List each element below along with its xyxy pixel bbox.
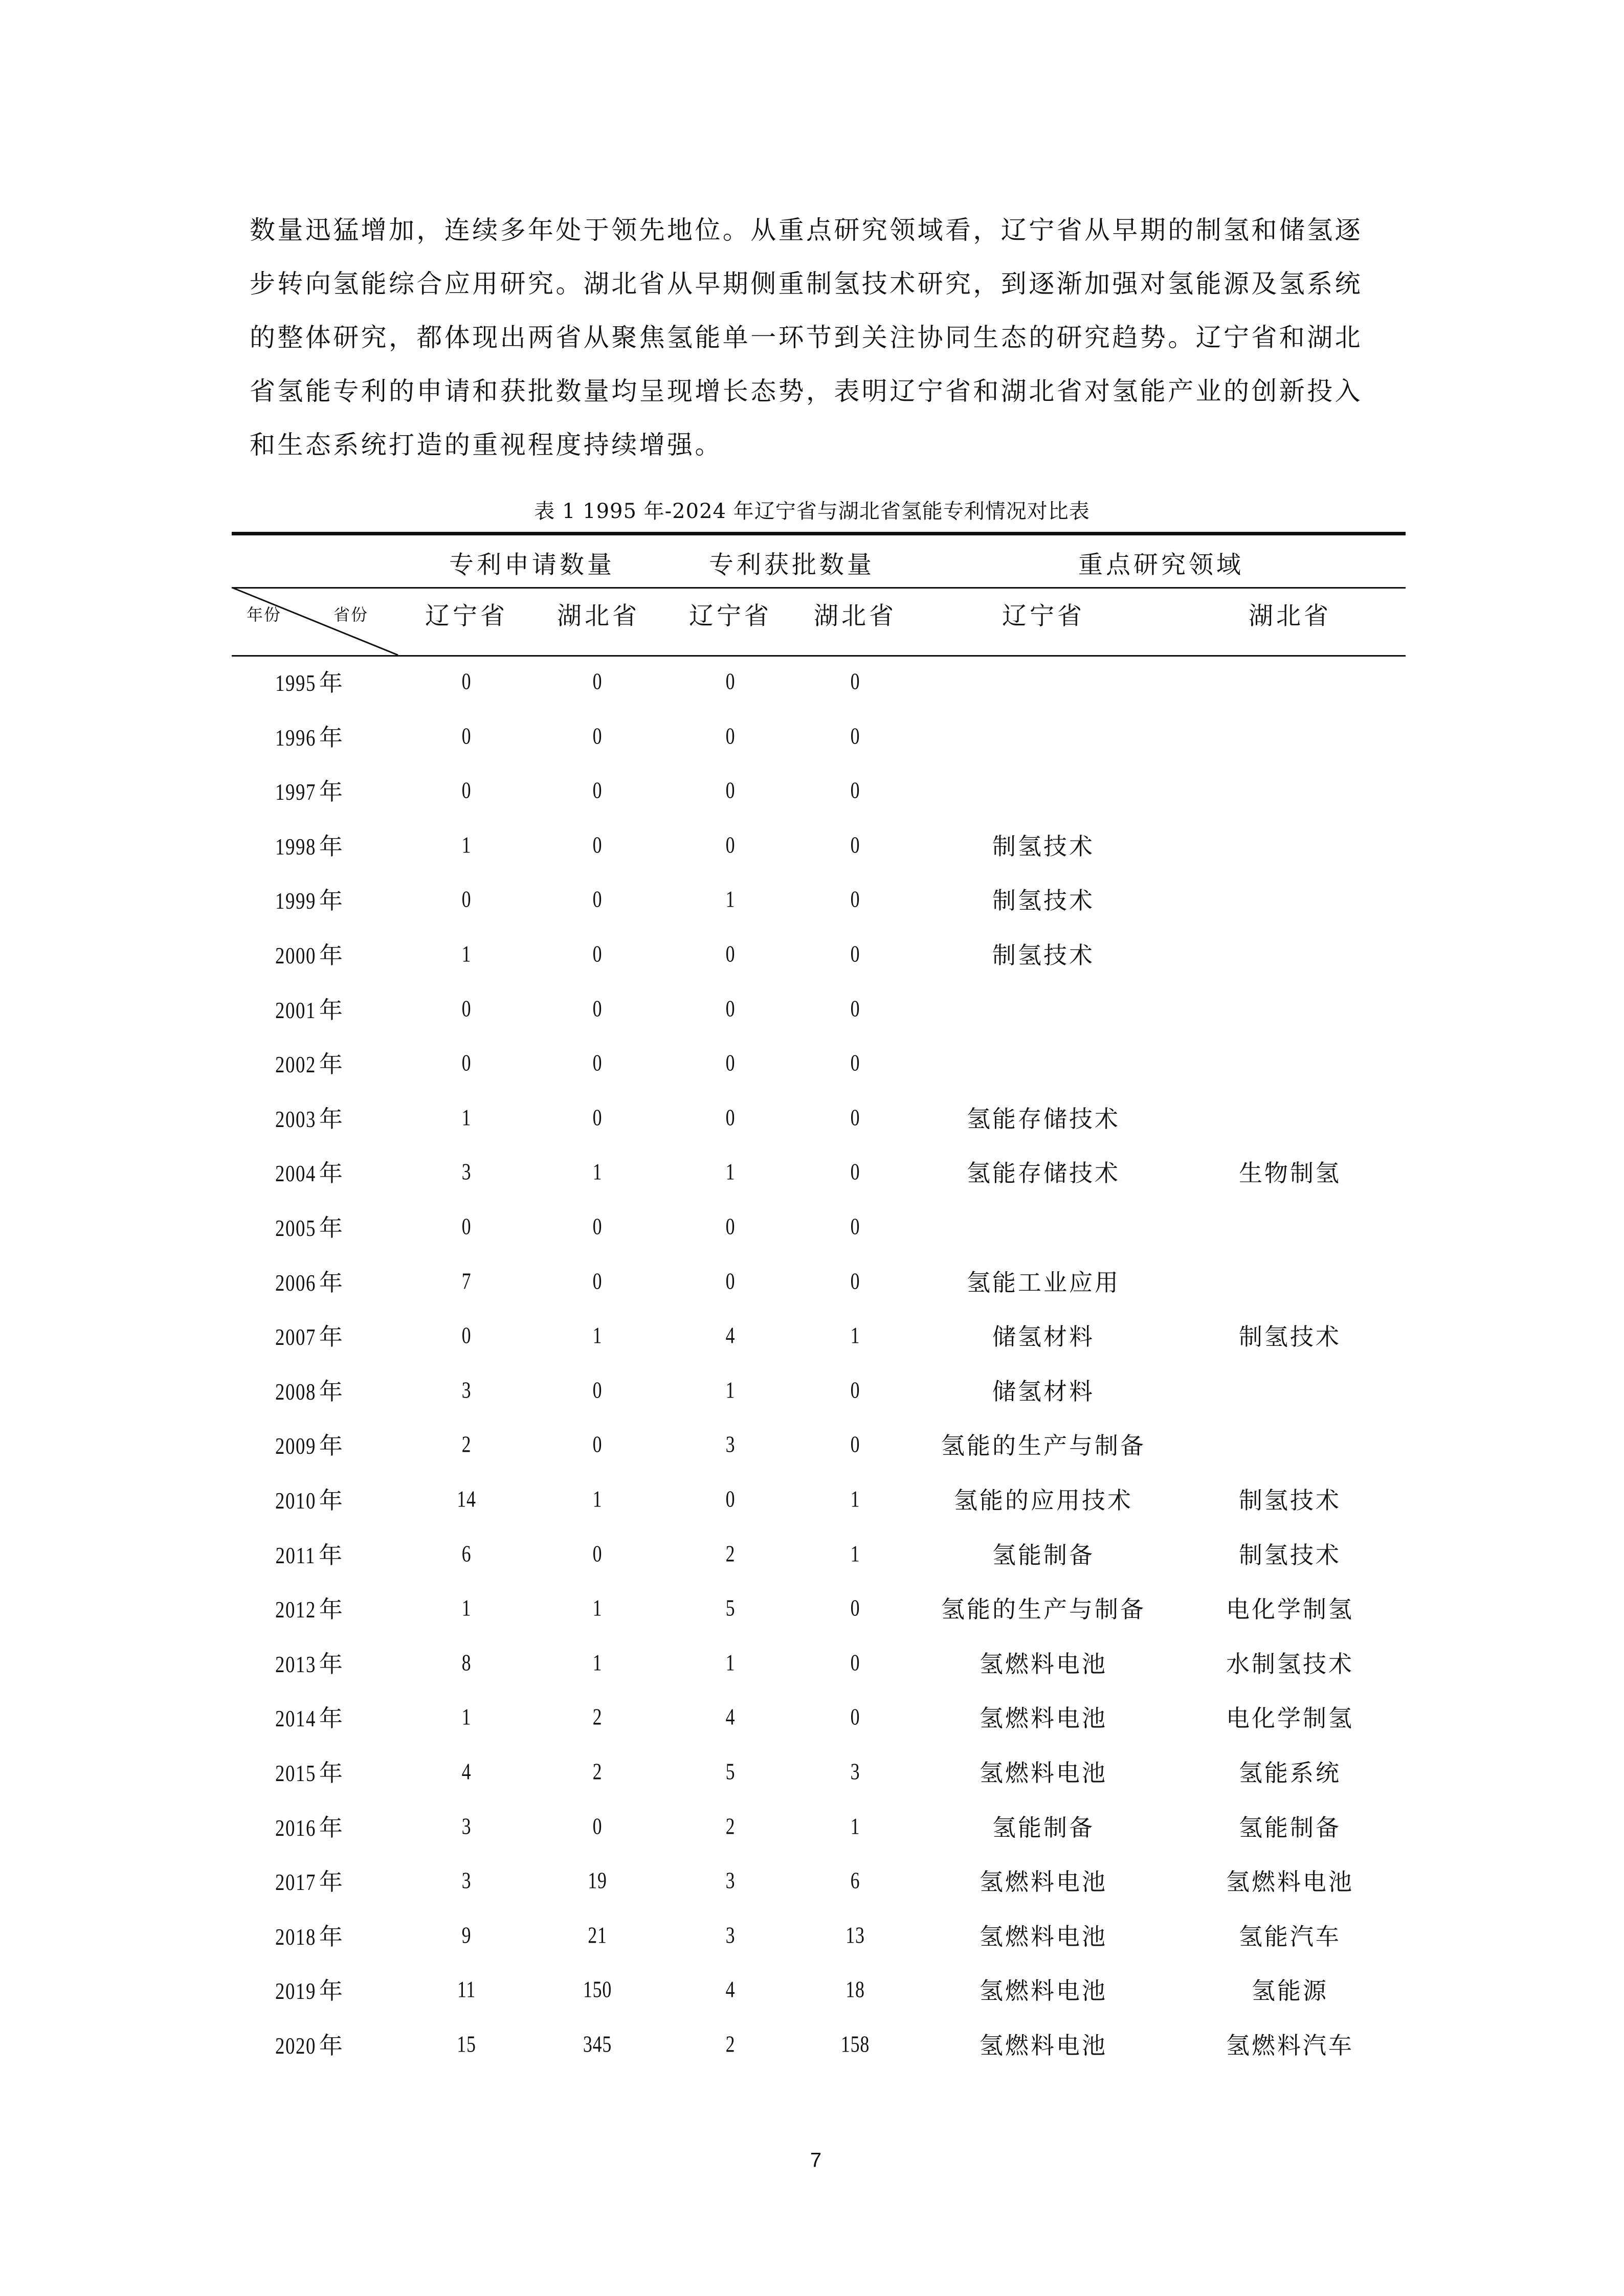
- cell-hubei-applications: 0: [592, 1813, 603, 1839]
- header-grants: 专利获批数量: [708, 550, 875, 579]
- cell-hubei-focus: 水制氢技术: [1226, 1650, 1354, 1678]
- cell-hubei-grants: 1: [850, 1540, 860, 1567]
- year-suffix: 年: [319, 1977, 345, 2005]
- year-suffix: 年: [319, 887, 345, 915]
- cell-hubei-applications: 0: [592, 940, 603, 967]
- cell-liaoning-grants: 0: [725, 831, 736, 858]
- cell-liaoning-focus: 制氢技术: [992, 887, 1095, 915]
- subheader-liaoning-applications: 辽宁省: [425, 601, 508, 631]
- table-header-rule: [232, 587, 1406, 589]
- cell-liaoning-grants: 0: [725, 940, 736, 967]
- cell-liaoning-focus: 氢能的生产与制备: [941, 1432, 1146, 1460]
- cell-hubei-applications: 345: [583, 2031, 612, 2057]
- cell-liaoning-applications: 3: [461, 1813, 472, 1839]
- cell-year: [265, 1318, 345, 1352]
- year-number: 2001: [275, 997, 316, 1023]
- year-suffix: 年: [319, 832, 345, 860]
- cell-hubei-grants: 0: [850, 995, 860, 1022]
- cell-year: [265, 882, 345, 916]
- cell-year: [265, 1972, 345, 2006]
- header-focus-areas: 重点研究领域: [1078, 550, 1244, 579]
- subheader-hubei-focus: 湖北省: [1248, 601, 1332, 631]
- table-top-rule: [232, 532, 1406, 535]
- year-number: 2007: [275, 1324, 316, 1350]
- cell-hubei-applications: 1: [592, 1322, 603, 1348]
- cell-year: [265, 1100, 345, 1134]
- cell-year: [265, 937, 345, 971]
- cell-liaoning-grants: 5: [725, 1758, 736, 1785]
- cell-liaoning-applications: 2: [461, 1431, 472, 1457]
- cell-year: [265, 1155, 345, 1188]
- cell-hubei-applications: 0: [592, 1213, 603, 1240]
- year-number: 2019: [275, 1978, 316, 2005]
- cell-year: [265, 992, 345, 1025]
- cell-liaoning-applications: 8: [461, 1649, 472, 1676]
- cell-liaoning-applications: 0: [461, 995, 472, 1022]
- cell-hubei-applications: 19: [588, 1867, 607, 1894]
- year-suffix: 年: [319, 1541, 345, 1569]
- cell-liaoning-applications: 1: [461, 1703, 472, 1730]
- cell-liaoning-applications: 15: [457, 2031, 476, 2057]
- paragraph-line: 和生态系统打造的重视程度持续增强。: [250, 430, 723, 460]
- cell-liaoning-focus: 制氢技术: [992, 941, 1095, 969]
- body-paragraph: [250, 204, 1395, 472]
- cell-liaoning-grants: 4: [725, 1703, 736, 1730]
- subheader-hubei-applications: 湖北省: [557, 601, 640, 631]
- year-suffix: 年: [319, 1105, 345, 1133]
- cell-liaoning-focus: 氢能制备: [992, 1813, 1095, 1841]
- cell-liaoning-grants: 3: [725, 1867, 736, 1894]
- cell-liaoning-applications: 9: [461, 1922, 472, 1948]
- page-number: 7: [810, 2149, 822, 2172]
- cell-liaoning-grants: 0: [725, 777, 736, 803]
- cell-year: [265, 1809, 345, 1843]
- cell-hubei-grants: 1: [850, 1322, 860, 1348]
- cell-hubei-applications: 1: [592, 1485, 603, 1512]
- year-suffix: 年: [319, 1323, 345, 1351]
- year-suffix: 年: [319, 1704, 345, 1732]
- cell-liaoning-focus: 氢燃料电池: [980, 1977, 1107, 2005]
- year-suffix: 年: [319, 1159, 345, 1187]
- diagonal-province-label: 省份: [333, 605, 369, 624]
- cell-liaoning-focus: 储氢材料: [992, 1323, 1095, 1351]
- cell-liaoning-grants: 1: [725, 886, 736, 912]
- cell-liaoning-grants: 1: [725, 1377, 736, 1403]
- year-number: 2014: [275, 1705, 316, 1732]
- cell-hubei-focus: 氢燃料电池: [1226, 1868, 1354, 1896]
- cell-year: [265, 1700, 345, 1734]
- cell-year: [265, 1537, 344, 1570]
- cell-hubei-grants: 0: [850, 886, 860, 912]
- cell-liaoning-focus: 氢燃料电池: [980, 1759, 1107, 1787]
- year-number: 2013: [275, 1651, 316, 1677]
- year-suffix: 年: [319, 1759, 345, 1787]
- year-number: 1998: [275, 833, 316, 860]
- cell-year: [265, 773, 345, 807]
- cell-liaoning-applications: 1: [461, 940, 472, 967]
- header-applications: 专利申请数量: [449, 550, 615, 579]
- cell-year: [265, 828, 345, 862]
- year-number: 2005: [275, 1215, 316, 1241]
- cell-hubei-grants: 0: [850, 1431, 860, 1457]
- cell-liaoning-applications: 7: [461, 1268, 472, 1294]
- cell-liaoning-focus: 氢燃料电池: [980, 1868, 1107, 1896]
- cell-hubei-grants: 0: [850, 723, 860, 749]
- cell-liaoning-applications: 1: [461, 1104, 472, 1131]
- cell-year: [265, 664, 345, 698]
- year-number: 2015: [275, 1760, 316, 1786]
- paragraph-line: 省氢能专利的申请和获批数量均呈现增长态势，表明辽宁省和湖北省对氢能产业的创新投入: [250, 376, 1363, 406]
- cell-liaoning-grants: 4: [725, 1322, 736, 1348]
- cell-liaoning-grants: 2: [725, 2031, 736, 2057]
- cell-year: [265, 1918, 345, 1952]
- cell-liaoning-focus: 氢能工业应用: [967, 1268, 1120, 1296]
- cell-hubei-applications: 1: [592, 1594, 603, 1621]
- cell-hubei-focus: 电化学制氢: [1226, 1704, 1354, 1732]
- cell-hubei-applications: 0: [592, 668, 603, 694]
- subheader-liaoning-focus: 辽宁省: [1002, 601, 1085, 631]
- cell-hubei-grants: 0: [850, 1213, 860, 1240]
- year-suffix: 年: [319, 1050, 345, 1078]
- cell-liaoning-focus: 制氢技术: [992, 832, 1095, 860]
- cell-hubei-grants: 18: [846, 1976, 865, 2002]
- cell-liaoning-grants: 0: [725, 1268, 736, 1294]
- cell-liaoning-grants: 3: [725, 1922, 736, 1948]
- cell-hubei-applications: 0: [592, 1377, 603, 1403]
- cell-liaoning-grants: 0: [725, 995, 736, 1022]
- cell-hubei-grants: 158: [840, 2031, 870, 2057]
- cell-hubei-grants: 6: [850, 1867, 860, 1894]
- year-number: 2020: [275, 2033, 316, 2059]
- cell-liaoning-focus: 氢能存储技术: [967, 1159, 1120, 1187]
- cell-liaoning-applications: 3: [461, 1867, 472, 1894]
- year-suffix: 年: [319, 669, 345, 696]
- cell-hubei-applications: 21: [588, 1922, 607, 1948]
- cell-year: [265, 719, 345, 753]
- year-suffix: 年: [319, 1432, 345, 1460]
- year-number: 2006: [275, 1269, 316, 1296]
- diagonal-year-label: 年份: [247, 605, 282, 624]
- paragraph-line: 步转向氢能综合应用研究。湖北省从早期侧重制氢技术研究，到逐渐加强对氢能源及氢系统: [250, 269, 1363, 299]
- cell-hubei-focus: 氢能系统: [1239, 1759, 1341, 1787]
- table-caption: 表 1 1995 年-2024 年辽宁省与湖北省氢能专利情况对比表: [534, 500, 1090, 523]
- cell-hubei-focus: 氢能汽车: [1239, 1922, 1341, 1950]
- cell-hubei-applications: 150: [583, 1976, 612, 2002]
- cell-hubei-applications: 0: [592, 723, 603, 749]
- year-suffix: 年: [319, 1922, 345, 1950]
- cell-liaoning-grants: 1: [725, 1158, 736, 1185]
- cell-hubei-focus: 氢能源: [1252, 1977, 1328, 2005]
- cell-liaoning-applications: 0: [461, 723, 472, 749]
- year-suffix: 年: [319, 778, 345, 806]
- cell-liaoning-focus: 氢燃料电池: [980, 2032, 1107, 2059]
- cell-liaoning-focus: 氢燃料电池: [980, 1650, 1107, 1678]
- cell-hubei-grants: 0: [850, 1268, 860, 1294]
- year-number: 2009: [275, 1433, 316, 1459]
- year-number: 2011: [275, 1542, 316, 1568]
- cell-liaoning-grants: 0: [725, 668, 736, 694]
- cell-hubei-grants: 0: [850, 1594, 860, 1621]
- cell-hubei-applications: 2: [592, 1758, 603, 1785]
- cell-year: [265, 1209, 345, 1243]
- cell-hubei-focus: 制氢技术: [1239, 1541, 1341, 1569]
- cell-liaoning-grants: 2: [725, 1813, 736, 1839]
- cell-hubei-grants: 0: [850, 831, 860, 858]
- cell-liaoning-applications: 0: [461, 886, 472, 912]
- cell-liaoning-focus: 氢燃料电池: [980, 1704, 1107, 1732]
- cell-hubei-focus: 氢燃料汽车: [1226, 2032, 1354, 2059]
- cell-year: [265, 1591, 345, 1625]
- cell-liaoning-focus: 储氢材料: [992, 1377, 1095, 1405]
- year-number: 1999: [275, 888, 316, 914]
- cell-liaoning-focus: 氢能的应用技术: [954, 1487, 1133, 1514]
- cell-liaoning-applications: 3: [461, 1377, 472, 1403]
- cell-hubei-grants: 0: [850, 1049, 860, 1076]
- year-suffix: 年: [319, 941, 345, 969]
- cell-liaoning-applications: 0: [461, 1213, 472, 1240]
- cell-liaoning-focus: 氢能的生产与制备: [941, 1595, 1146, 1624]
- cell-hubei-applications: 2: [592, 1703, 603, 1730]
- cell-liaoning-grants: 1: [725, 1649, 736, 1676]
- year-suffix: 年: [319, 1214, 345, 1242]
- cell-year: [265, 1482, 345, 1516]
- cell-hubei-grants: 0: [850, 1703, 860, 1730]
- cell-hubei-grants: 0: [850, 1377, 860, 1403]
- year-suffix: 年: [319, 1268, 345, 1296]
- cell-hubei-focus: 电化学制氢: [1226, 1595, 1354, 1624]
- table-header-bottom-rule: [232, 655, 1406, 657]
- cell-hubei-applications: 0: [592, 1049, 603, 1076]
- cell-liaoning-grants: 4: [725, 1976, 736, 2002]
- cell-hubei-applications: 0: [592, 831, 603, 858]
- cell-hubei-grants: 1: [850, 1813, 860, 1839]
- cell-year: [265, 1264, 345, 1298]
- cell-hubei-focus: 生物制氢: [1239, 1159, 1341, 1187]
- year-suffix: 年: [319, 1487, 345, 1514]
- cell-liaoning-focus: 氢燃料电池: [980, 1922, 1107, 1950]
- cell-hubei-applications: 0: [592, 1104, 603, 1131]
- cell-liaoning-grants: 3: [725, 1431, 736, 1457]
- year-suffix: 年: [319, 996, 345, 1024]
- year-suffix: 年: [319, 1377, 345, 1405]
- year-number: 2003: [275, 1106, 316, 1132]
- year-number: 1996: [275, 724, 316, 751]
- cell-hubei-applications: 0: [592, 1540, 603, 1567]
- year-number: 2008: [275, 1378, 316, 1405]
- cell-hubei-grants: 0: [850, 668, 860, 694]
- cell-hubei-applications: 1: [592, 1649, 603, 1676]
- cell-hubei-grants: 0: [850, 1104, 860, 1131]
- cell-hubei-focus: 制氢技术: [1239, 1323, 1341, 1351]
- cell-hubei-applications: 0: [592, 777, 603, 803]
- cell-hubei-grants: 0: [850, 777, 860, 803]
- cell-liaoning-applications: 4: [461, 1758, 472, 1785]
- year-number: 2004: [275, 1160, 316, 1187]
- year-suffix: 年: [319, 1650, 345, 1678]
- cell-year: [265, 2027, 345, 2061]
- cell-liaoning-grants: 0: [725, 723, 736, 749]
- year-number: 2002: [275, 1051, 316, 1078]
- cell-hubei-grants: 1: [850, 1485, 860, 1512]
- cell-year: [265, 1427, 345, 1461]
- cell-year: [265, 1863, 345, 1897]
- year-suffix: 年: [319, 1868, 345, 1896]
- cell-liaoning-applications: 6: [461, 1540, 472, 1567]
- cell-liaoning-applications: 1: [461, 1594, 472, 1621]
- cell-liaoning-applications: 1: [461, 831, 472, 858]
- cell-liaoning-grants: 0: [725, 1049, 736, 1076]
- year-number: 2018: [275, 1923, 316, 1950]
- year-suffix: 年: [319, 2032, 345, 2059]
- cell-hubei-grants: 13: [846, 1922, 865, 1948]
- year-number: 1995: [275, 670, 316, 696]
- cell-liaoning-applications: 0: [461, 777, 472, 803]
- cell-liaoning-applications: 0: [461, 1049, 472, 1076]
- cell-liaoning-applications: 11: [457, 1976, 476, 2002]
- year-number: 2012: [275, 1596, 316, 1623]
- cell-liaoning-grants: 0: [725, 1213, 736, 1240]
- cell-hubei-grants: 3: [850, 1758, 860, 1785]
- cell-hubei-applications: 0: [592, 1431, 603, 1457]
- cell-liaoning-focus: 氢能制备: [992, 1541, 1095, 1569]
- cell-liaoning-grants: 5: [725, 1594, 736, 1621]
- cell-hubei-applications: 0: [592, 1268, 603, 1294]
- cell-liaoning-applications: 0: [461, 1322, 472, 1348]
- cell-hubei-grants: 0: [850, 940, 860, 967]
- cell-hubei-applications: 0: [592, 995, 603, 1022]
- paragraph-line: 的整体研究，都体现出两省从聚焦氢能单一环节到关注协同生态的研究趋势。辽宁省和湖北: [250, 323, 1363, 352]
- paragraph-line: 数量迅猛增加，连续多年处于领先地位。从重点研究领域看，辽宁省从早期的制氢和储氢逐: [250, 215, 1363, 245]
- subheader-liaoning-grants: 辽宁省: [688, 601, 772, 631]
- year-number: 2000: [275, 942, 316, 969]
- cell-liaoning-focus: 氢能存储技术: [967, 1105, 1120, 1133]
- year-number: 2016: [275, 1814, 316, 1841]
- cell-liaoning-applications: 14: [457, 1485, 476, 1512]
- cell-hubei-focus: 氢能制备: [1239, 1813, 1341, 1841]
- cell-hubei-applications: 0: [592, 886, 603, 912]
- year-suffix: 年: [319, 1595, 345, 1624]
- subheader-hubei-grants: 湖北省: [813, 601, 897, 631]
- cell-year: [265, 1046, 345, 1079]
- year-suffix: 年: [319, 723, 345, 751]
- year-suffix: 年: [319, 1813, 345, 1841]
- year-number: 2010: [275, 1488, 316, 1514]
- cell-hubei-grants: 0: [850, 1158, 860, 1185]
- cell-liaoning-grants: 0: [725, 1104, 736, 1131]
- cell-liaoning-applications: 3: [461, 1158, 472, 1185]
- cell-year: [265, 1646, 345, 1679]
- cell-hubei-grants: 0: [850, 1649, 860, 1676]
- cell-hubei-focus: 制氢技术: [1239, 1487, 1341, 1514]
- cell-year: [265, 1373, 345, 1407]
- cell-year: [265, 1754, 345, 1788]
- cell-hubei-applications: 1: [592, 1158, 603, 1185]
- year-number: 1997: [275, 779, 316, 805]
- cell-liaoning-grants: 2: [725, 1540, 736, 1567]
- year-number: 2017: [275, 1869, 316, 1896]
- cell-liaoning-applications: 0: [461, 668, 472, 694]
- cell-liaoning-grants: 0: [725, 1485, 736, 1512]
